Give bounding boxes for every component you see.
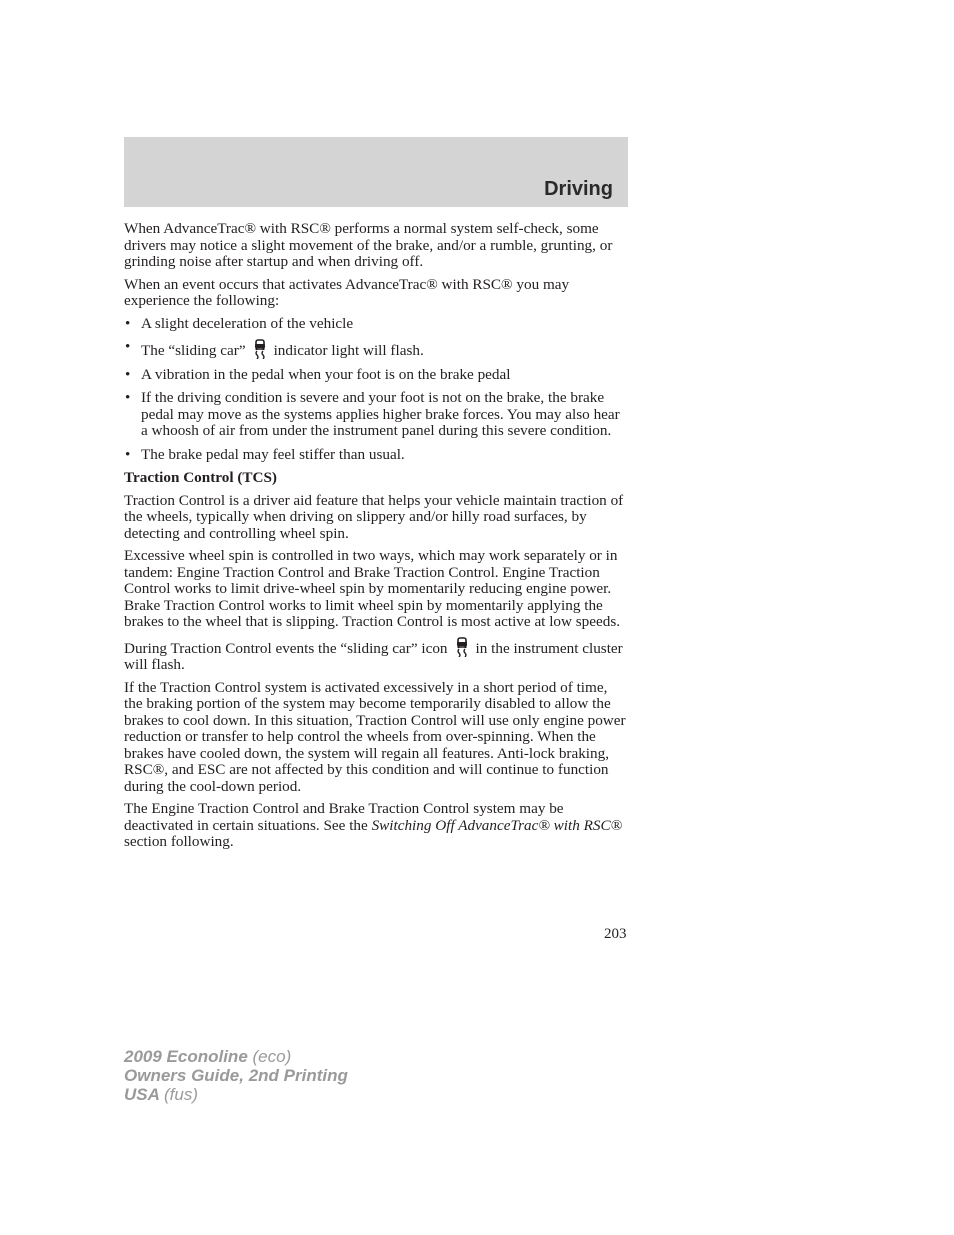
paragraph-wheel-spin: Excessive wheel spin is controlled in two ways, which may work separately or in tandem: Engine Traction Control and Brake Traction Control. Engine Traction Control works to limit drive-wheel spin by momentarily reducing engine power. Brake Traction Control works to limit wheel spin by momentarily applying the brakes to the wheel that is slipping. Traction Control is most active at low speeds. [124, 547, 621, 630]
page-number: 203 [604, 926, 627, 942]
footer-line-model: 2009 Econoline (eco) [124, 1047, 292, 1066]
list-item: • The brake pedal may feel stiffer than usual. [125, 445, 405, 463]
bullet-icon: • [125, 314, 131, 332]
section-header-band [124, 137, 628, 207]
section-title: Driving [544, 178, 613, 200]
paragraph-cool-down: If the Traction Control system is activated excessively in a short period of time, the braking portion of the system may become temporarily disabled to allow the brakes to cool down. In this situation, Traction Control will use only engine power reduction or transfer to help control the wheels from over-spinning. When the brakes have cooled down, the system will regain all features. Anti-lock braking, RSC®, and ESC are not affected by this condition and will continue to function during the cool-down period. [124, 678, 626, 795]
paragraph-tcs-intro: Traction Control is a driver aid feature that helps your vehicle maintain traction of the wheels, typically when driving on slippery and/or hilly road surfaces, by detecting and controlling wheel spin. [124, 491, 624, 542]
page-content [124, 221, 628, 857]
list-item: • A vibration in the pedal when your foot is on the brake pedal [125, 365, 511, 383]
paragraph-deactivation: The Engine Traction Control and Brake Traction Control system may be deactivated in certain situations. See the Switching Off AdvanceTrac® with RSC® section following. [124, 800, 623, 850]
footer-edition-info [124, 1047, 348, 1104]
list-item: • The “sliding car” indicator light will flash. [125, 338, 424, 359]
footer-line-printing: Owners Guide, 2nd Printing [124, 1066, 348, 1085]
event-effects-list [124, 316, 628, 464]
sliding-car-icon [454, 637, 470, 657]
bullet-icon: • [125, 338, 131, 355]
list-item: • A slight deceleration of the vehicle [125, 314, 354, 332]
traction-control-heading: Traction Control (TCS) [124, 469, 277, 486]
paragraph-tcs-icon: During Traction Control events the “sliding car” icon in the instrument cluster will flash. [124, 637, 628, 674]
list-item: • If the driving condition is severe and your foot is not on the brake, the brake pedal may move as the systems applies higher brake forces. You may also hear a whoosh of air from under the instrument panel during this severe condition. [125, 389, 620, 439]
sliding-car-icon [252, 339, 268, 359]
bullet-icon: • [125, 445, 131, 463]
bullet-icon: • [125, 389, 131, 406]
switching-off-reference: Switching Off AdvanceTrac® with RSC® [371, 816, 623, 834]
paragraph-self-check: When AdvanceTrac® with RSC® performs a normal system self-check, some drivers may notice a slight movement of the brake, and/or a rumble, grunting, or grinding noise after startup and when driving off. [124, 220, 613, 270]
bullet-icon: • [125, 365, 131, 383]
footer-line-region: USA (fus) [124, 1085, 198, 1104]
paragraph-event-intro: When an event occurs that activates AdvanceTrac® with RSC® you may experience the following: [124, 275, 570, 309]
